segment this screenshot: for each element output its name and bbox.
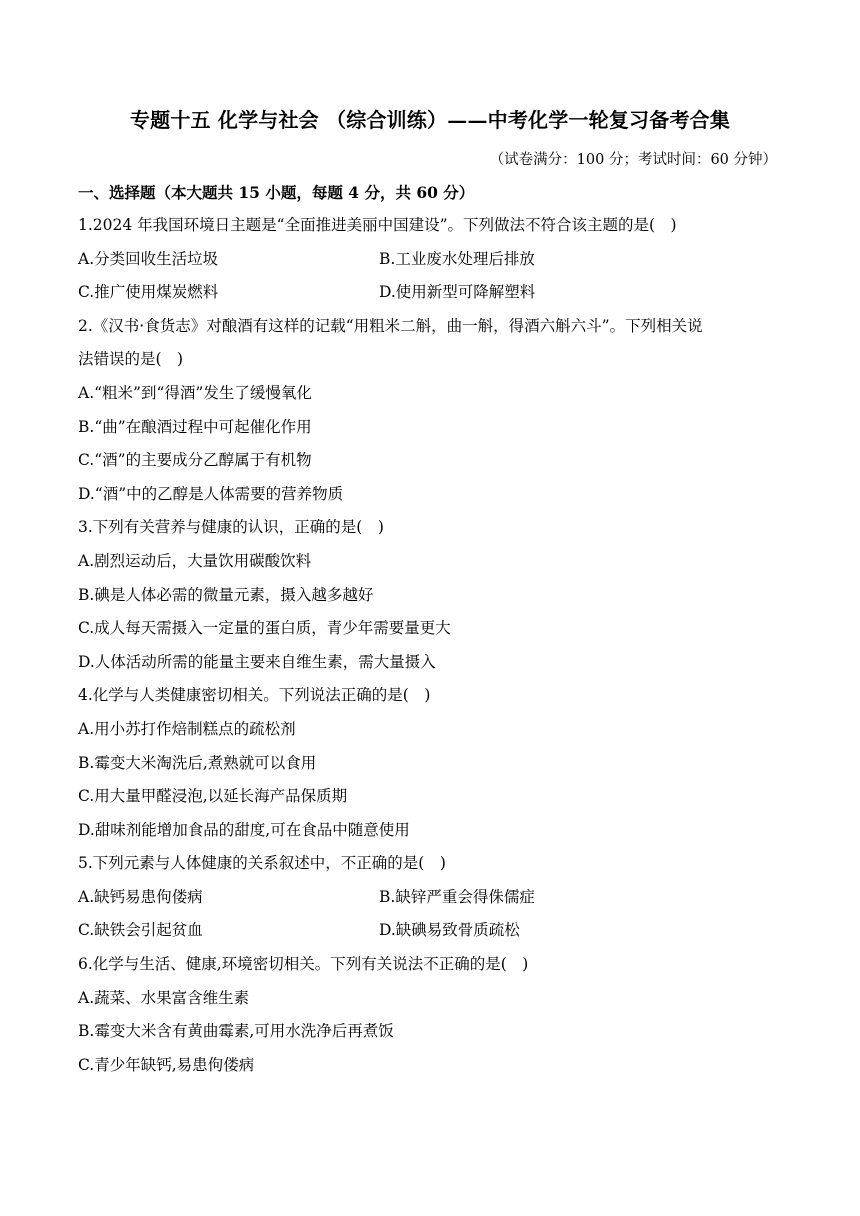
question-stem: 5.下列元素与人体健康的关系叙述中，不正确的是( ) [78, 854, 446, 873]
option: D.“酒”中的乙醇是人体需要的营养物质 [78, 484, 344, 503]
option: B.霉变大米含有黄曲霉素,可用水洗净后再煮饭 [78, 1022, 394, 1041]
option: D.人体活动所需的能量主要来自维生素，需大量摄入 [78, 652, 436, 671]
option: D.甜味剂能增加食品的甜度,可在食品中随意使用 [78, 820, 410, 839]
option: A.剧烈运动后，大量饮用碳酸饮料 [78, 551, 312, 570]
option: C.青少年缺钙,易患佝偻病 [78, 1055, 255, 1074]
option: A.蔬菜、水果富含维生素 [78, 988, 250, 1007]
option: B.缺锌严重会得侏儒症 [379, 887, 535, 906]
question-stem: 6.化学与生活、健康,环境密切相关。下列有关说法不正确的是( ) [78, 955, 529, 974]
option-row [78, 914, 778, 948]
option: B.“曲”在酿酒过程中可起催化作用 [78, 417, 312, 436]
question-stem: 3.下列有关营养与健康的认识，正确的是( ) [78, 518, 384, 537]
question-stem: 2.《汉书·食货志》对酿酒有这样的记载“用粗米二斛，曲一斛，得酒六斛六斗”。下列相关说 [78, 316, 703, 335]
document-title: 专题十五 化学与社会 （综合训练）——中考化学一轮复习备考合集 [129, 108, 731, 132]
option: C.缺铁会引起贫血 [78, 921, 203, 940]
option: A.缺钙易患佝偻病 [78, 887, 203, 906]
option: B.工业废水处理后排放 [379, 249, 535, 268]
option: D.使用新型可降解塑料 [379, 283, 536, 302]
option: A.“粗米”到“得酒”发生了缓慢氧化 [78, 383, 312, 402]
question-stem: 1.2024 年我国环境日主题是“全面推进美丽中国建设”。下列做法不符合该主题的是( ) [78, 216, 677, 234]
option: C.推广使用煤炭燃料 [78, 283, 219, 302]
option: C.用大量甲醛浸泡,以延长海产品保质期 [78, 787, 348, 806]
option: B.碘是人体必需的微量元素，摄入越多越好 [78, 585, 374, 604]
option: B.霉变大米淘洗后,煮熟就可以食用 [78, 753, 317, 772]
option-row [78, 243, 778, 277]
question-list [78, 209, 778, 1082]
option: D.缺碘易致骨质疏松 [379, 921, 520, 940]
exam-info: （试卷满分：100 分；考试时间：60 分钟） [489, 152, 777, 168]
question-stem-continued: 法错误的是( ) [78, 350, 184, 369]
option: C.成人每天需摄入一定量的蛋白质，青少年需要量更大 [78, 619, 451, 638]
option-row [78, 276, 778, 310]
option: C.“酒”的主要成分乙醇属于有机物 [78, 451, 312, 470]
question-stem: 4.化学与人类健康密切相关。下列说法正确的是( ) [78, 686, 431, 705]
section-heading: 一、选择题（本大题共 15 小题，每题 4 分，共 60 分） [78, 183, 475, 202]
option: A.分类回收生活垃圾 [78, 249, 219, 268]
option-row [78, 881, 778, 915]
option: A.用小苏打作焙制糕点的疏松剂 [78, 719, 296, 738]
